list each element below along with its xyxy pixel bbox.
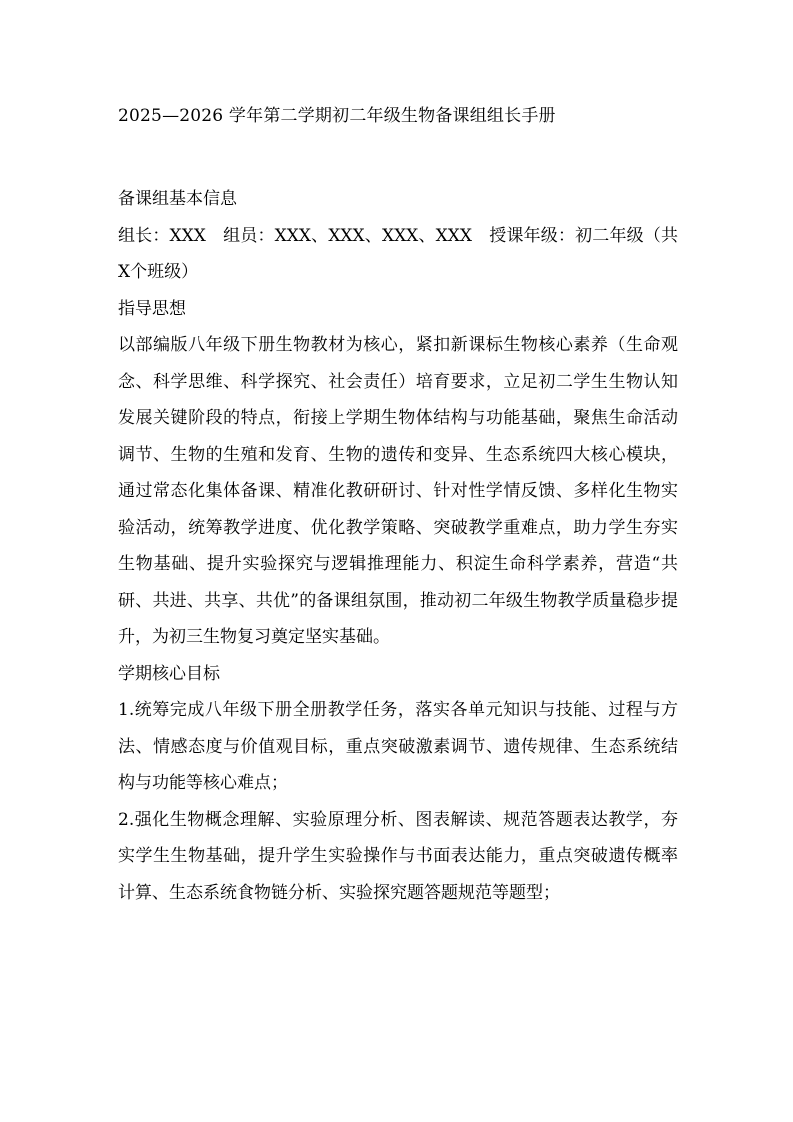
section-heading-basic-info: 备课组基本信息 — [118, 189, 237, 209]
document-title: 2025—2026 学年第二学期初二年级生物备课组组长手册 — [118, 106, 556, 126]
section-heading-goals: 学期核心目标 — [118, 663, 220, 684]
goal-item-1: 1.统筹完成八年级下册全册教学任务，落实各单元知识与技能、过程与方法、情感态度与价值观目标，重点突破激素调节、遗传规律、生态系统结构与功能等核心难点； — [118, 700, 678, 793]
goal-item-2: 2.强化生物概念理解、实验原理分析、图表解读、规范答题表达教学，夯实学生生物基础，提升学生实验操作与书面表达能力，重点突破遗传概率计算、生态系统食物链分析、实验探究题答题规范等题型； — [118, 809, 678, 903]
section-heading-guiding: 指导思想 — [118, 298, 186, 319]
basic-info-line: 组长：XXX 组员：XXX、XXX、XXX、XXX 授课年级：初二年级（共X个班级） — [118, 225, 678, 282]
document-body — [118, 181, 678, 911]
guiding-paragraph: 以部编版八年级下册生物教材为核心，紧扣新课标生物核心素养（生命观念、科学思维、科学探究、社会责任）培育要求，立足初二学生生物认知发展关键阶段的特点，衔接上学期生物体结构与功能基础，聚焦生命活动调节、生物的生殖和发育、生物的遗传和变异、生态系统四大核心模块，通过常态化集体备课、精准化教研研讨、针对性学情反馈、多样化生物实验活动，统筹教学进度、优化教学策略、突破教学重难点，助力学生夯实生物基础、提升实验探究与逻辑推理能力、积淀生命科学素养，营造“共研、共进、共享、共优”的备课组氛围，推动初二年级生物教学质量稳步提升，为初三生物复习奠定坚实基础。 — [118, 335, 678, 647]
